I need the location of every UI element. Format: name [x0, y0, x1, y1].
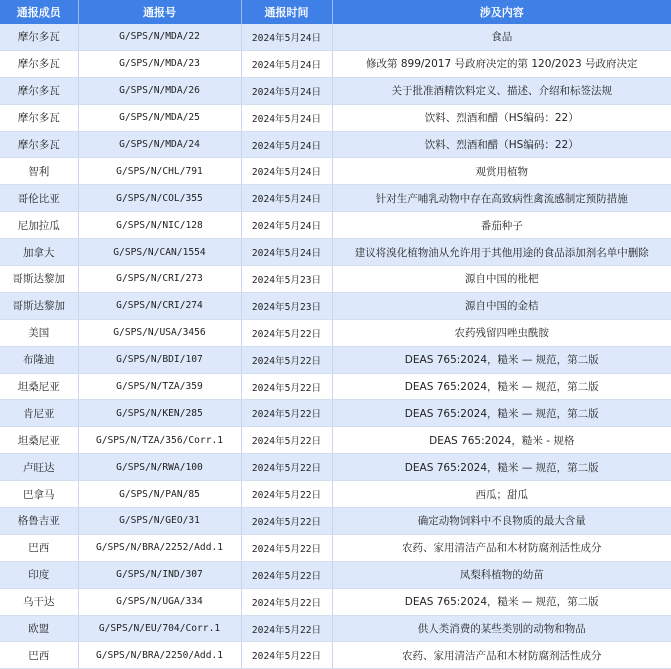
cell-notification-number: G/SPS/N/CRI/273 — [78, 266, 241, 293]
cell-notification-date: 2024年5月22日 — [241, 615, 332, 642]
table-row — [0, 615, 671, 642]
cell-content: 西瓜；甜瓜 — [332, 481, 671, 508]
cell-content: 建议将溴化植物油从允许用于其他用途的食品添加剂名单中删除 — [332, 239, 671, 266]
cell-member: 坦桑尼亚 — [0, 373, 78, 400]
cell-notification-date: 2024年5月24日 — [241, 158, 332, 185]
cell-content: 饮料、烈酒和醋（HS编码：22） — [332, 104, 671, 131]
table-row — [0, 131, 671, 158]
cell-member: 摩尔多瓦 — [0, 50, 78, 77]
cell-notification-number: G/SPS/N/NIC/128 — [78, 212, 241, 239]
cell-member: 布隆迪 — [0, 346, 78, 373]
cell-notification-number: G/SPS/N/CRI/274 — [78, 292, 241, 319]
cell-notification-number: G/SPS/N/BDI/107 — [78, 346, 241, 373]
cell-content: 农药残留四唑虫酰胺 — [332, 319, 671, 346]
cell-content: 农药、家用清洁产品和木材防腐剂活性成分 — [332, 534, 671, 561]
cell-notification-number: G/SPS/N/MDA/25 — [78, 104, 241, 131]
cell-notification-number: G/SPS/N/TZA/359 — [78, 373, 241, 400]
cell-content: 针对生产哺乳动物中存在高致病性禽流感制定预防措施 — [332, 185, 671, 212]
cell-notification-number: G/SPS/N/EU/704/Corr.1 — [78, 615, 241, 642]
cell-notification-number: G/SPS/N/USA/3456 — [78, 319, 241, 346]
cell-notification-date: 2024年5月22日 — [241, 481, 332, 508]
table-row — [0, 346, 671, 373]
cell-notification-number: G/SPS/N/MDA/22 — [78, 24, 241, 50]
cell-content: 凤梨科植物的幼苗 — [332, 561, 671, 588]
header-notification-date: 通报时间 — [241, 0, 332, 24]
cell-notification-date: 2024年5月22日 — [241, 508, 332, 535]
table-row — [0, 185, 671, 212]
cell-content: 源自中国的枇杷 — [332, 266, 671, 293]
cell-member: 摩尔多瓦 — [0, 131, 78, 158]
cell-content: 观赏用植物 — [332, 158, 671, 185]
cell-member: 摩尔多瓦 — [0, 24, 78, 50]
table-row — [0, 292, 671, 319]
cell-notification-number: G/SPS/N/BRA/2252/Add.1 — [78, 534, 241, 561]
cell-member: 哥斯达黎加 — [0, 266, 78, 293]
cell-notification-date: 2024年5月22日 — [241, 642, 332, 669]
table-row — [0, 427, 671, 454]
cell-notification-number: G/SPS/N/RWA/100 — [78, 454, 241, 481]
table-row — [0, 642, 671, 669]
table-row — [0, 77, 671, 104]
cell-content: DEAS 765:2024，糙米 — 规范，第二版 — [332, 454, 671, 481]
cell-notification-number: G/SPS/N/COL/355 — [78, 185, 241, 212]
cell-content: 食品 — [332, 24, 671, 50]
cell-notification-number: G/SPS/N/KEN/285 — [78, 400, 241, 427]
cell-member: 摩尔多瓦 — [0, 77, 78, 104]
cell-notification-date: 2024年5月22日 — [241, 588, 332, 615]
table-row — [0, 508, 671, 535]
cell-notification-number: G/SPS/N/MDA/23 — [78, 50, 241, 77]
cell-content: DEAS 765:2024，糙米 — 规范，第二版 — [332, 588, 671, 615]
table-row — [0, 50, 671, 77]
cell-content: 确定动物饲料中不良物质的最大含量 — [332, 508, 671, 535]
cell-content: 农药、家用清洁产品和木材防腐剂活性成分 — [332, 642, 671, 669]
cell-content: DEAS 765:2024，糙米 - 规格 — [332, 427, 671, 454]
cell-member: 哥伦比亚 — [0, 185, 78, 212]
cell-content: 修改第 899/2017 号政府决定的第 120/2023 号政府决定 — [332, 50, 671, 77]
cell-member: 尼加拉瓜 — [0, 212, 78, 239]
cell-content: DEAS 765:2024，糙米 — 规范，第二版 — [332, 346, 671, 373]
table-row — [0, 588, 671, 615]
cell-content: 供人类消费的某些类别的动物和物品 — [332, 615, 671, 642]
cell-notification-date: 2024年5月22日 — [241, 561, 332, 588]
cell-notification-date: 2024年5月22日 — [241, 346, 332, 373]
cell-content: 关于批准酒精饮料定义、描述、介绍和标签法规 — [332, 77, 671, 104]
table-row — [0, 373, 671, 400]
table-row — [0, 239, 671, 266]
cell-member: 哥斯达黎加 — [0, 292, 78, 319]
table-row — [0, 561, 671, 588]
cell-member: 格鲁吉亚 — [0, 508, 78, 535]
table-row — [0, 158, 671, 185]
cell-notification-date: 2024年5月24日 — [241, 104, 332, 131]
cell-notification-date: 2024年5月22日 — [241, 534, 332, 561]
cell-member: 加拿大 — [0, 239, 78, 266]
cell-member: 智利 — [0, 158, 78, 185]
cell-member: 乌干达 — [0, 588, 78, 615]
cell-member: 卢旺达 — [0, 454, 78, 481]
cell-content: 番茄种子 — [332, 212, 671, 239]
header-notification-number: 通报号 — [78, 0, 241, 24]
cell-notification-number: G/SPS/N/CHL/791 — [78, 158, 241, 185]
cell-notification-date: 2024年5月24日 — [241, 212, 332, 239]
cell-notification-number: G/SPS/N/TZA/356/Corr.1 — [78, 427, 241, 454]
table-row — [0, 24, 671, 50]
cell-notification-number: G/SPS/N/MDA/26 — [78, 77, 241, 104]
cell-notification-number: G/SPS/N/CAN/1554 — [78, 239, 241, 266]
table-row — [0, 266, 671, 293]
header-member: 通报成员 — [0, 0, 78, 24]
cell-notification-number: G/SPS/N/BRA/2250/Add.1 — [78, 642, 241, 669]
cell-notification-date: 2024年5月23日 — [241, 266, 332, 293]
cell-notification-number: G/SPS/N/MDA/24 — [78, 131, 241, 158]
cell-notification-date: 2024年5月23日 — [241, 292, 332, 319]
cell-member: 坦桑尼亚 — [0, 427, 78, 454]
cell-notification-date: 2024年5月22日 — [241, 373, 332, 400]
cell-member: 肯尼亚 — [0, 400, 78, 427]
cell-member: 欧盟 — [0, 615, 78, 642]
cell-notification-date: 2024年5月24日 — [241, 50, 332, 77]
table-row — [0, 534, 671, 561]
cell-notification-date: 2024年5月22日 — [241, 319, 332, 346]
cell-notification-date: 2024年5月22日 — [241, 454, 332, 481]
cell-notification-date: 2024年5月24日 — [241, 131, 332, 158]
table-row — [0, 481, 671, 508]
table-row — [0, 454, 671, 481]
cell-notification-date: 2024年5月24日 — [241, 24, 332, 50]
table-row — [0, 400, 671, 427]
cell-notification-number: G/SPS/N/UGA/334 — [78, 588, 241, 615]
cell-notification-date: 2024年5月24日 — [241, 185, 332, 212]
cell-member: 巴西 — [0, 534, 78, 561]
table-row — [0, 319, 671, 346]
cell-notification-number: G/SPS/N/PAN/85 — [78, 481, 241, 508]
cell-content: 源自中国的金桔 — [332, 292, 671, 319]
cell-content: DEAS 765:2024，糙米 — 规范，第二版 — [332, 373, 671, 400]
cell-notification-date: 2024年5月24日 — [241, 239, 332, 266]
header-content: 涉及内容 — [332, 0, 671, 24]
cell-notification-date: 2024年5月22日 — [241, 427, 332, 454]
cell-member: 美国 — [0, 319, 78, 346]
cell-notification-number: G/SPS/N/GEO/31 — [78, 508, 241, 535]
table-row — [0, 104, 671, 131]
cell-content: DEAS 765:2024，糙米 — 规范，第二版 — [332, 400, 671, 427]
cell-notification-date: 2024年5月22日 — [241, 400, 332, 427]
cell-member: 巴西 — [0, 642, 78, 669]
cell-notification-date: 2024年5月24日 — [241, 77, 332, 104]
cell-notification-number: G/SPS/N/IND/307 — [78, 561, 241, 588]
cell-content: 饮料、烈酒和醋（HS编码：22） — [332, 131, 671, 158]
cell-member: 巴拿马 — [0, 481, 78, 508]
table-row — [0, 212, 671, 239]
cell-member: 摩尔多瓦 — [0, 104, 78, 131]
cell-member: 印度 — [0, 561, 78, 588]
header-row — [0, 0, 671, 24]
